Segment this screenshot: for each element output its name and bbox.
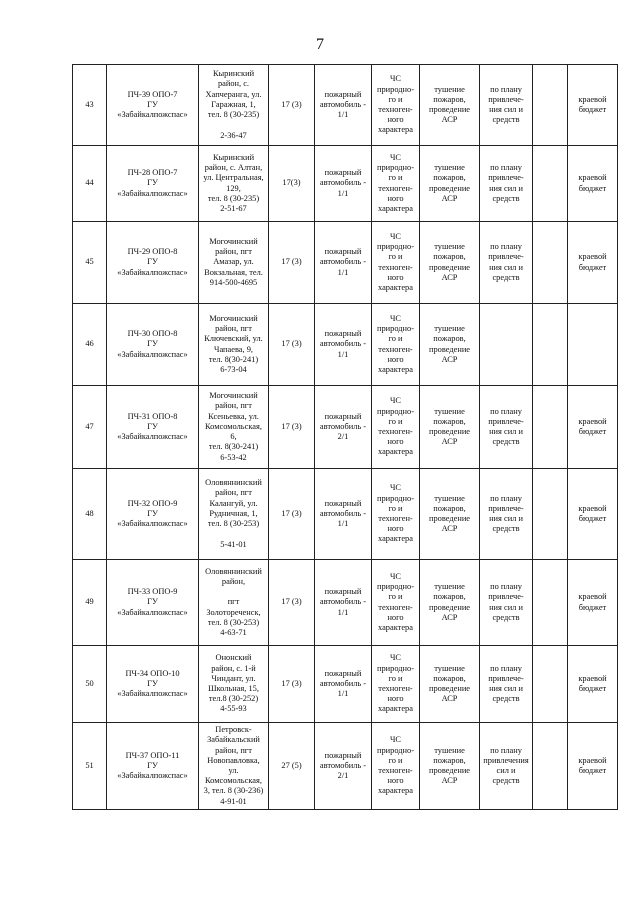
equipment: пожарный автомобиль - 2/1 [315,386,372,469]
unit-address: Ононский район, с. 1-й Чиндант, ул. Школьная, 15, тел.8 (30-252) 4-55-93 [199,646,269,723]
empty-cell [533,304,568,386]
financing-source: краевой бюджет [568,65,618,146]
table-row [73,560,618,646]
staff-count: 27 (5) [269,723,315,810]
row-number: 50 [73,646,107,723]
equipment: пожарный автомобиль - 1/1 [315,304,372,386]
row-number: 51 [73,723,107,810]
equipment: пожарный автомобиль - 1/1 [315,146,372,222]
row-number: 49 [73,560,107,646]
table-row [73,304,618,386]
deployment-plan: по плану привлече- ния сил и средств [480,386,533,469]
unit-address: Кыринский район, с. Алтан, ул. Центральная, 129, тел. 8 (30-235) 2-51-67 [199,146,269,222]
unit-name: ПЧ-39 ОПО-7 ГУ «Забайкалпожспас» [107,65,199,146]
equipment: пожарный автомобиль - 1/1 [315,560,372,646]
unit-address: Могочинский район, пгт Амазар, ул. Вокзальная, тел. 914-500-4695 [199,222,269,304]
staff-count: 17 (3) [269,560,315,646]
financing-source: краевой бюджет [568,646,618,723]
row-number: 46 [73,304,107,386]
deployment-plan: по плану привлечения сил и средств [480,723,533,810]
unit-address: Кыринский район, с. Хапчеранга, ул. Гаражная, 1, тел. 8 (30-235) 2-36-47 [199,65,269,146]
tasks: тушение пожаров, проведение АСР [420,222,480,304]
financing-source: краевой бюджет [568,723,618,810]
row-number: 44 [73,146,107,222]
empty-cell [533,560,568,646]
emergency-type: ЧС природно- го и техноген- ного характера [372,386,420,469]
empty-cell [533,646,568,723]
emergency-type: ЧС природно- го и техноген- ного характера [372,222,420,304]
unit-name: ПЧ-31 ОПО-8 ГУ «Забайкалпожспас» [107,386,199,469]
empty-cell [533,723,568,810]
tasks: тушение пожаров, проведение АСР [420,646,480,723]
staff-count: 17(3) [269,146,315,222]
deployment-plan [480,304,533,386]
staff-count: 17 (3) [269,469,315,560]
deployment-plan: по плану привлече- ния сил и средств [480,65,533,146]
financing-source: краевой бюджет [568,222,618,304]
table-row [73,469,618,560]
unit-address: Могочинский район, пгт Ключевский, ул. Чапаева, 9, тел. 8(30-241) 6-73-04 [199,304,269,386]
deployment-plan: по плану привлече- ния сил и средств [480,146,533,222]
unit-address: Могочинский район, пгт Ксеньевка, ул. Комсомольская, 6, тел. 8(30-241) 6-53-42 [199,386,269,469]
tasks: тушение пожаров, проведение АСР [420,304,480,386]
unit-address: Оловяннинский район, пгт Калангуй, ул. Рудничная, 1, тел. 8 (30-253) 5-41-01 [199,469,269,560]
tasks: тушение пожаров, проведение АСР [420,146,480,222]
fire-units-table [72,64,618,810]
staff-count: 17 (3) [269,304,315,386]
financing-source: краевой бюджет [568,146,618,222]
staff-count: 17 (3) [269,386,315,469]
unit-name: ПЧ-28 ОПО-7 ГУ «Забайкалпожспас» [107,146,199,222]
emergency-type: ЧС природно- го и техноген- ного характера [372,146,420,222]
emergency-type: ЧС природно- го и техноген- ного характера [372,65,420,146]
unit-address: Петровск- Забайкальский район, пгт Новопавловка, ул. Комсомольская, 3, тел. 8 (30-236) 4-91-01 [199,723,269,810]
table-row [73,723,618,810]
row-number: 45 [73,222,107,304]
deployment-plan: по плану привлече- ния сил и средств [480,646,533,723]
empty-cell [533,386,568,469]
financing-source: краевой бюджет [568,560,618,646]
table-row [73,222,618,304]
staff-count: 17 (3) [269,222,315,304]
unit-name: ПЧ-30 ОПО-8 ГУ «Забайкалпожспас» [107,304,199,386]
unit-name: ПЧ-33 ОПО-9 ГУ «Забайкалпожспас» [107,560,199,646]
equipment: пожарный автомобиль - 1/1 [315,646,372,723]
emergency-type: ЧС природно- го и техноген- ного характера [372,723,420,810]
unit-address: Оловяннинский район, пгт Золотореченск, тел. 8 (30-253) 4-63-71 [199,560,269,646]
empty-cell [533,469,568,560]
equipment: пожарный автомобиль - 1/1 [315,65,372,146]
tasks: тушение пожаров, проведение АСР [420,386,480,469]
tasks: тушение пожаров, проведение АСР [420,723,480,810]
table-row [73,646,618,723]
emergency-type: ЧС природно- го и техноген- ного характера [372,646,420,723]
financing-source: краевой бюджет [568,386,618,469]
table-row [73,146,618,222]
financing-source [568,304,618,386]
deployment-plan: по плану привлече- ния сил и средств [480,469,533,560]
emergency-type: ЧС природно- го и техноген- ного характера [372,560,420,646]
tasks: тушение пожаров, проведение АСР [420,560,480,646]
deployment-plan: по плану привлече- ния сил и средств [480,222,533,304]
equipment: пожарный автомобиль - 1/1 [315,222,372,304]
equipment: пожарный автомобиль - 2/1 [315,723,372,810]
emergency-type: ЧС природно- го и техноген- ного характера [372,469,420,560]
tasks: тушение пожаров, проведение АСР [420,469,480,560]
row-number: 47 [73,386,107,469]
deployment-plan: по плану привлече- ния сил и средств [480,560,533,646]
empty-cell [533,146,568,222]
row-number: 48 [73,469,107,560]
financing-source: краевой бюджет [568,469,618,560]
table-row [73,65,618,146]
row-number: 43 [73,65,107,146]
unit-name: ПЧ-37 ОПО-11 ГУ «Забайкалпожспас» [107,723,199,810]
unit-name: ПЧ-34 ОПО-10 ГУ «Забайкалпожспас» [107,646,199,723]
empty-cell [533,65,568,146]
unit-name: ПЧ-32 ОПО-9 ГУ «Забайкалпожспас» [107,469,199,560]
page-number: 7 [316,36,324,53]
table-row [73,386,618,469]
emergency-type: ЧС природно- го и техноген- ного характера [372,304,420,386]
tasks: тушение пожаров, проведение АСР [420,65,480,146]
empty-cell [533,222,568,304]
staff-count: 17 (3) [269,646,315,723]
equipment: пожарный автомобиль - 1/1 [315,469,372,560]
staff-count: 17 (3) [269,65,315,146]
unit-name: ПЧ-29 ОПО-8 ГУ «Забайкалпожспас» [107,222,199,304]
